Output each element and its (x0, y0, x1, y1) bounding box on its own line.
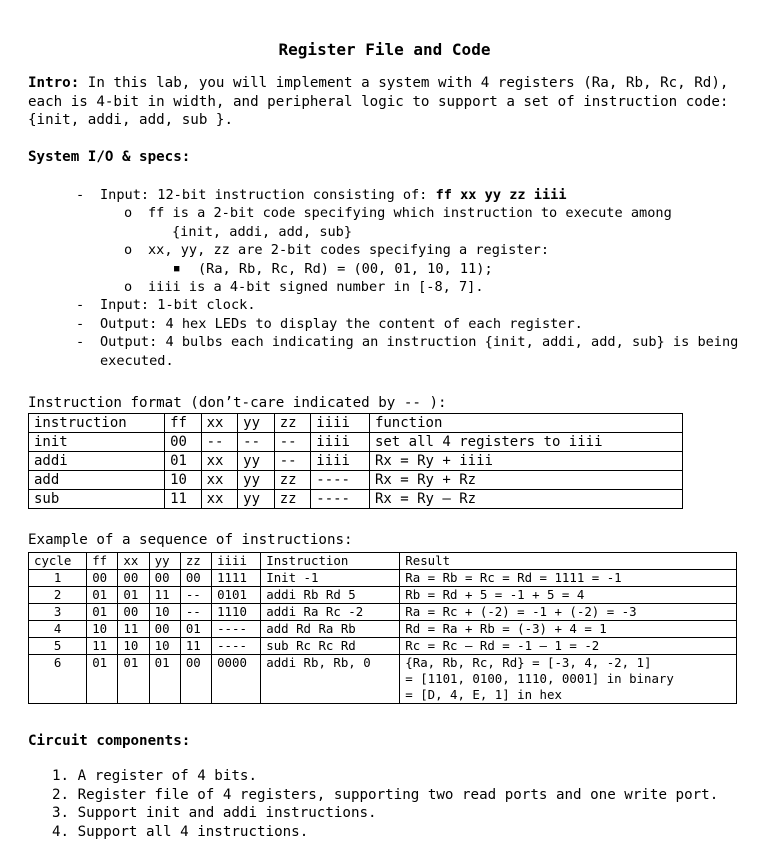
table-row (29, 604, 737, 621)
spec-output-bulbs-cont: executed. (100, 352, 174, 369)
table-cell: ---- (311, 471, 370, 490)
header-cell: xx (118, 553, 149, 570)
table-cell: xx (201, 471, 238, 490)
table-cell: Rb = Rd + 5 = -1 + 5 = 4 (400, 587, 737, 604)
table-cell: -- (238, 433, 275, 452)
table-cell: set all 4 registers to iiii (369, 433, 682, 452)
dash-bullet: - (76, 315, 85, 332)
table-cell: 11 (87, 638, 118, 655)
page-title: Register File and Code (278, 40, 491, 59)
header-cell: zz (180, 553, 211, 570)
table-cell: Rx = Ry + Rz (369, 471, 682, 490)
table-cell: 5 (29, 638, 87, 655)
header-cell: iiii (311, 414, 370, 433)
header-cell: function (369, 414, 682, 433)
table-cell: ---- (212, 621, 261, 638)
dash-bullet: - (76, 187, 85, 203)
table-cell: iiii (311, 452, 370, 471)
table-cell: 00 (87, 570, 118, 587)
table-row (29, 621, 737, 638)
table-cell: -- (274, 452, 311, 471)
table-row (29, 471, 683, 490)
list-item: 1. A register of 4 bits. (52, 768, 257, 784)
header-cell: cycle (29, 553, 87, 570)
example-sequence-table (28, 552, 737, 704)
table-cell: 01 (118, 587, 149, 604)
table-cell: 11 (165, 490, 202, 509)
specs-heading: System I/O & specs: (28, 149, 191, 165)
table-cell: ---- (311, 490, 370, 509)
result-line: = [D, 4, E, 1] in hex (405, 687, 562, 702)
table-cell: 00 (180, 655, 211, 704)
header-cell: yy (238, 414, 275, 433)
table-cell: yy (238, 471, 275, 490)
spec-xx: o xx, yy, zz are 2-bit codes specifying a register: (124, 242, 550, 259)
table-cell: 11 (149, 587, 180, 604)
table-cell: ---- (212, 638, 261, 655)
table-cell: 01 (87, 604, 118, 621)
header-cell: xx (201, 414, 238, 433)
table-cell: 10 (149, 604, 180, 621)
table-row (29, 638, 737, 655)
table-cell: 6 (29, 655, 87, 704)
intro-line-2: each is 4-bit in width, and peripheral logic to support a set of instruction code: (28, 93, 729, 110)
table-cell: -- (201, 433, 238, 452)
circle-bullet: o (124, 205, 133, 222)
format-caption: Instruction format (don’t-care indicated by -- ): (28, 395, 447, 411)
table-cell: 01 (87, 655, 118, 704)
intro-line-1: In this lab, you will implement a system with 4 registers (Ra, Rb, Rc, Rd), (87, 75, 729, 91)
header-cell: Instruction (261, 553, 400, 570)
spec-output-bulbs: - Output: 4 bulbs each indicating an instruction {init, addi, add, sub} is being (76, 334, 739, 351)
table-cell: xx (201, 452, 238, 471)
table-cell-result (400, 655, 737, 704)
table-cell: sub (29, 490, 165, 509)
list-item: 2. Register file of 4 registers, supporting two read ports and one write port. (52, 786, 719, 803)
example-caption: Example of a sequence of instructions: (28, 532, 353, 548)
table-cell: 10 (118, 638, 149, 655)
table-cell: 00 (165, 433, 202, 452)
spec-input-clock: - Input: 1-bit clock. (76, 297, 256, 314)
result-line: {Ra, Rb, Rc, Rd} = [-3, 4, -2, 1] (405, 655, 652, 670)
table-cell: xx (201, 490, 238, 509)
table-cell: 00 (118, 570, 149, 587)
table-cell: 10 (87, 621, 118, 638)
header-cell: yy (149, 553, 180, 570)
table-cell: 0000 (212, 655, 261, 704)
header-cell: Result (400, 553, 737, 570)
table-cell: 01 (118, 655, 149, 704)
table-cell: sub Rc Rc Rd (261, 638, 400, 655)
components-list (52, 767, 718, 841)
components-heading: Circuit components: (28, 733, 191, 749)
header-cell: instruction (29, 414, 165, 433)
table-cell: 00 (118, 604, 149, 621)
table-cell: addi (29, 452, 165, 471)
header-cell: ff (87, 553, 118, 570)
table-cell: Rd = Ra + Rb = (-3) + 4 = 1 (400, 621, 737, 638)
table-row (29, 655, 737, 704)
table-cell: 0101 (212, 587, 261, 604)
table-cell: 01 (87, 587, 118, 604)
table-row (29, 587, 737, 604)
header-cell: zz (274, 414, 311, 433)
table-cell: 1110 (212, 604, 261, 621)
table-row (29, 490, 683, 509)
table-cell: add (29, 471, 165, 490)
table-cell: Init -1 (261, 570, 400, 587)
instruction-fields: ff xx yy zz iiii (435, 187, 567, 203)
table-cell: init (29, 433, 165, 452)
table-cell: 4 (29, 621, 87, 638)
spec-ff-cont: {init, addi, add, sub} (172, 223, 353, 240)
dash-bullet: - (76, 334, 85, 351)
dash-bullet: - (76, 297, 85, 314)
table-row (29, 433, 683, 452)
table-cell: 00 (149, 621, 180, 638)
table-cell: 00 (180, 570, 211, 587)
table-cell: addi Ra Rc -2 (261, 604, 400, 621)
intro-label: Intro: (28, 75, 80, 91)
table-cell: 10 (149, 638, 180, 655)
table-cell: Rc = Rc – Rd = -1 – 1 = -2 (400, 638, 737, 655)
spec-output-leds: - Output: 4 hex LEDs to display the content of each register. (76, 315, 583, 332)
specs-list (76, 186, 756, 370)
square-bullet: ■ (174, 263, 180, 274)
table-cell: 11 (180, 638, 211, 655)
table-cell: Ra = Rc + (-2) = -1 + (-2) = -3 (400, 604, 737, 621)
table-cell: -- (180, 604, 211, 621)
spec-ff: o ff is a 2-bit code specifying which instruction to execute among (124, 205, 672, 222)
table-cell: 01 (165, 452, 202, 471)
table-cell: 11 (118, 621, 149, 638)
circle-bullet: o (124, 242, 133, 259)
table-cell: zz (274, 490, 311, 509)
table-cell: 1 (29, 570, 87, 587)
header-cell: iiii (212, 553, 261, 570)
table-cell: 01 (149, 655, 180, 704)
table-row (29, 452, 683, 471)
table-cell: Rx = Ry – Rz (369, 490, 682, 509)
table-cell: addi Rb Rd 5 (261, 587, 400, 604)
table-cell: 01 (180, 621, 211, 638)
intro-paragraph (28, 74, 753, 130)
table-cell: Rx = Ry + iiii (369, 452, 682, 471)
header-cell: ff (165, 414, 202, 433)
table-row (29, 570, 737, 587)
table-cell: zz (274, 471, 311, 490)
table-header-row (29, 414, 683, 433)
list-item: 4. Support all 4 instructions. (52, 823, 309, 840)
table-cell: 10 (165, 471, 202, 490)
result-line: = [1101, 0100, 1110, 0001] in binary (405, 671, 674, 686)
table-cell: -- (180, 587, 211, 604)
spec-reg-map: ■ (Ra, Rb, Rc, Rd) = (00, 01, 10, 11); (174, 260, 493, 277)
table-header-row (29, 553, 737, 570)
instruction-format-table (28, 413, 683, 509)
table-cell: 1111 (212, 570, 261, 587)
circle-bullet: o (124, 279, 133, 296)
table-cell: 3 (29, 604, 87, 621)
spec-iiii: o iiii is a 4-bit signed number in [-8, 7]. (124, 279, 484, 296)
table-cell: iiii (311, 433, 370, 452)
intro-line-3: {init, addi, add, sub }. (28, 112, 233, 128)
table-cell: 00 (149, 570, 180, 587)
table-cell: yy (238, 490, 275, 509)
spec-input-instruction: - Input: 12-bit instruction consisting of: ff xx yy zz iiii (76, 187, 567, 203)
table-cell: 2 (29, 587, 87, 604)
table-cell: addi Rb, Rb, 0 (261, 655, 400, 704)
table-cell: yy (238, 452, 275, 471)
list-item: 3. Support init and addi instructions. (52, 805, 377, 822)
table-cell: -- (274, 433, 311, 452)
table-cell: add Rd Ra Rb (261, 621, 400, 638)
table-cell: Ra = Rb = Rc = Rd = 1111 = -1 (400, 570, 737, 587)
